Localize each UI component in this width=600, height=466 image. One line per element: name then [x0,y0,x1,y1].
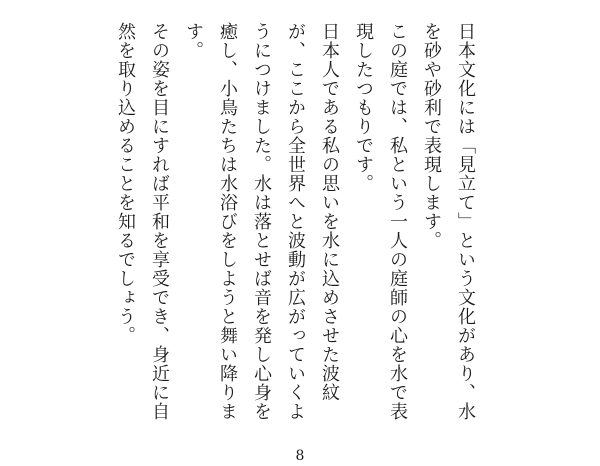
paragraph-4: その姿を目にすれば平和を享受でき、身近に自然を取り込めることを知るでしょう。 [115,22,170,421]
paragraph-1: 日本文化には「見立て」という文化があり、水を砂や砂利で表現します。 [421,22,476,421]
page-number: 8 [295,448,305,464]
vertical-text-body [115,22,482,428]
paragraph-2: この庭では、私という一人の庭師の心を水で表現したつもりです。 [353,22,408,421]
paragraph-3: 日本人である私の思いを水に込めさせた波紋が、ここから全世界へと波動が広がっていくようにつけました。水は落とせば音を発し心身を癒し、小鳥たちは水浴びをしようと舞い降ります。 [183,22,340,421]
